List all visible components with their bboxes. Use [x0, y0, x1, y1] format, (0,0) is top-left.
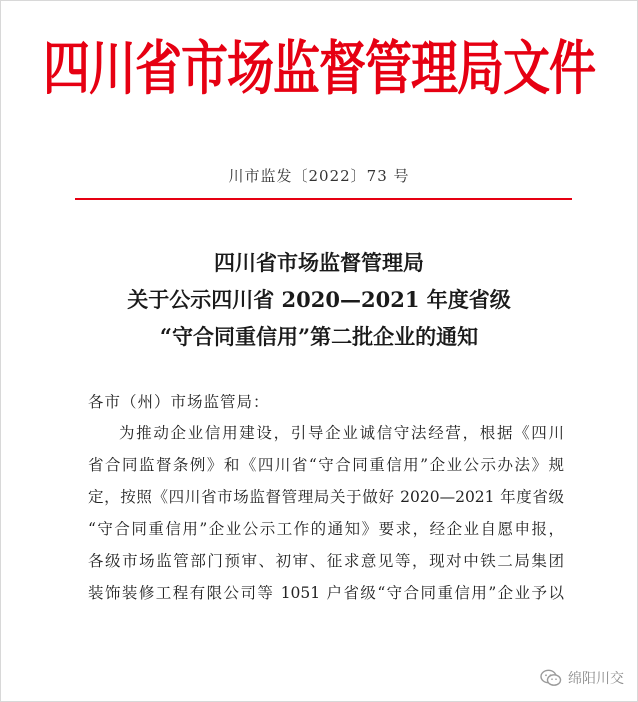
- wechat-icon: [540, 669, 562, 687]
- notice-title-line-3: “守合同重信用”第二批企业的通知: [159, 324, 479, 349]
- body-line: 定，按照《四川省市场监督管理局关于做好 2020—2021 年度省级: [88, 488, 564, 506]
- notice-title: [0, 244, 638, 355]
- notice-title-line-2: 关于公示四川省 2020—2021 年度省级: [127, 287, 511, 312]
- letterhead-title: 四川省市场监督管理局文件: [43, 34, 595, 104]
- salutation: 各市（州）市场监管局：: [88, 393, 270, 411]
- document-number: 川市监发〔2022〕73 号: [228, 167, 410, 185]
- body-line: 装饰装修工程有限公司等 1051 户省级“守合同重信用”企业予以: [88, 584, 564, 602]
- body-line: 省合同监督条例》和《四川省“守合同重信用”企业公示办法》规: [88, 456, 564, 474]
- body-line: 为推动企业信用建设，引导企业诚信守法经营，根据《四川: [119, 424, 564, 442]
- watermark: [540, 668, 624, 688]
- watermark-label: 绵阳川交: [568, 671, 624, 687]
- notice-title-line-1: 四川省市场监督管理局: [214, 250, 424, 275]
- body-paragraph: [88, 417, 564, 609]
- body-line: “守合同重信用”企业公示工作的通知》要求，经企业自愿申报，: [88, 520, 564, 538]
- red-divider: [75, 198, 572, 200]
- body-line: 各级市场监管部门预审、初审、征求意见等，现对中铁二局集团: [88, 552, 564, 570]
